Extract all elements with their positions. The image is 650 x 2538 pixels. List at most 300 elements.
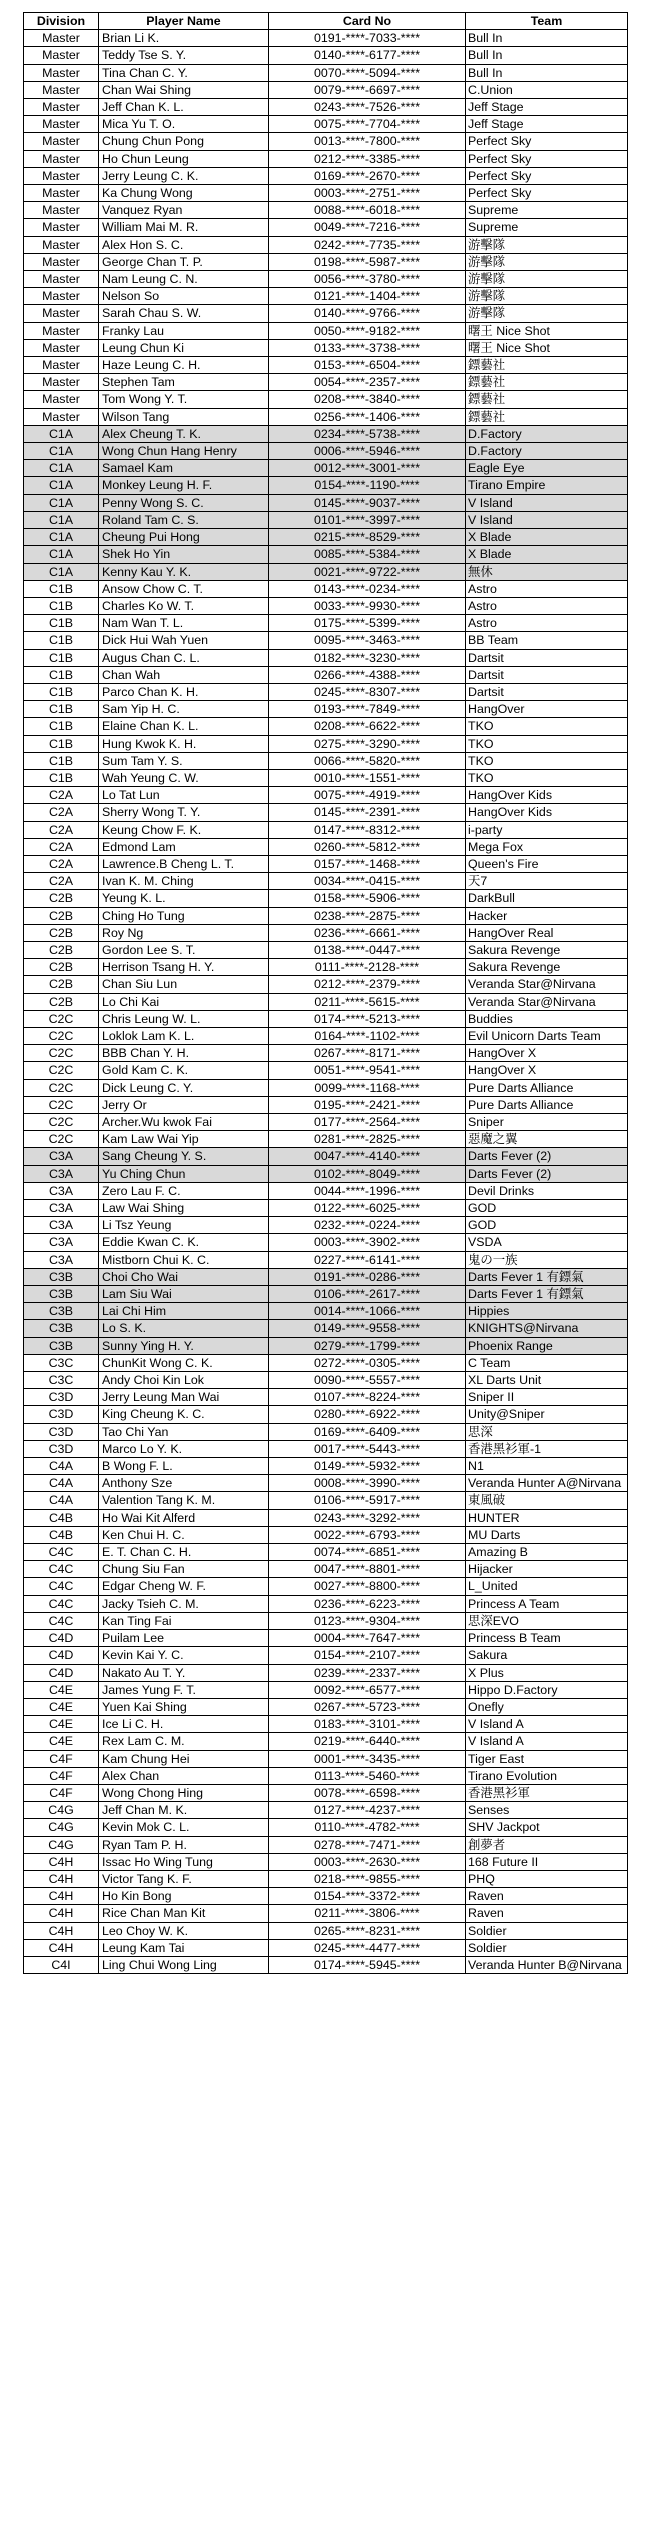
table-row: [24, 769, 628, 786]
card-no-cell: 0138-****-0447-****: [269, 941, 466, 958]
team-cell: 曙王 Nice Shot: [466, 322, 628, 339]
card-no-cell: 0090-****-5557-****: [269, 1372, 466, 1389]
team-cell: 鏢藝社: [466, 374, 628, 391]
card-no-cell: 0027-****-8800-****: [269, 1578, 466, 1595]
division-cell: C2C: [24, 1096, 99, 1113]
card-no-cell: 0047-****-4140-****: [269, 1148, 466, 1165]
team-cell: Bull In: [466, 30, 628, 47]
team-cell: Hijacker: [466, 1561, 628, 1578]
player-name-cell: Wilson Tang: [99, 408, 269, 425]
player-name-cell: Lo Tat Lun: [99, 787, 269, 804]
team-cell: Veranda Star@Nirvana: [466, 976, 628, 993]
table-row: [24, 81, 628, 98]
table-row: [24, 271, 628, 288]
card-no-cell: 0256-****-1406-****: [269, 408, 466, 425]
card-no-cell: 0106-****-5917-****: [269, 1492, 466, 1509]
player-name-cell: Wah Yeung C. W.: [99, 769, 269, 786]
team-cell: Amazing B: [466, 1544, 628, 1561]
division-cell: C3A: [24, 1148, 99, 1165]
player-name-cell: Kam Law Wai Yip: [99, 1131, 269, 1148]
player-name-cell: Edmond Lam: [99, 838, 269, 855]
team-cell: GOD: [466, 1217, 628, 1234]
table-row: [24, 1303, 628, 1320]
player-name-cell: Alex Hon S. C.: [99, 236, 269, 253]
division-cell: C1B: [24, 649, 99, 666]
table-row: [24, 511, 628, 528]
player-name-cell: Leung Chun Ki: [99, 339, 269, 356]
division-cell: Master: [24, 236, 99, 253]
card-no-cell: 0245-****-8307-****: [269, 683, 466, 700]
team-cell: Hacker: [466, 907, 628, 924]
division-cell: C4D: [24, 1630, 99, 1647]
player-name-cell: Augus Chan C. L.: [99, 649, 269, 666]
card-no-cell: 0095-****-3463-****: [269, 632, 466, 649]
card-no-cell: 0044-****-1996-****: [269, 1182, 466, 1199]
player-name-cell: Dick Hui Wah Yuen: [99, 632, 269, 649]
card-no-cell: 0149-****-5932-****: [269, 1458, 466, 1475]
division-cell: C2B: [24, 976, 99, 993]
table-row: [24, 1286, 628, 1303]
player-name-cell: Sum Tam Y. S.: [99, 752, 269, 769]
table-row: [24, 1526, 628, 1543]
player-name-cell: Teddy Tse S. Y.: [99, 47, 269, 64]
team-cell: Tirano Empire: [466, 477, 628, 494]
team-cell: 惡魔之翼: [466, 1131, 628, 1148]
division-cell: C2B: [24, 907, 99, 924]
division-cell: C4A: [24, 1458, 99, 1475]
card-no-cell: 0218-****-9855-****: [269, 1870, 466, 1887]
team-cell: Veranda Hunter A@Nirvana: [466, 1475, 628, 1492]
division-cell: C1A: [24, 477, 99, 494]
card-no-cell: 0215-****-8529-****: [269, 529, 466, 546]
division-cell: C1B: [24, 580, 99, 597]
player-name-cell: Ken Chui H. C.: [99, 1526, 269, 1543]
player-name-cell: Anthony Sze: [99, 1475, 269, 1492]
team-cell: Sakura: [466, 1647, 628, 1664]
division-cell: Master: [24, 357, 99, 374]
table-row: [24, 1251, 628, 1268]
player-name-cell: Choi Cho Wai: [99, 1268, 269, 1285]
team-cell: X Blade: [466, 546, 628, 563]
division-cell: C4G: [24, 1836, 99, 1853]
player-name-cell: Stephen Tam: [99, 374, 269, 391]
card-no-cell: 0208-****-3840-****: [269, 391, 466, 408]
card-no-cell: 0208-****-6622-****: [269, 718, 466, 735]
player-name-cell: Gordon Lee S. T.: [99, 941, 269, 958]
card-no-cell: 0239-****-2337-****: [269, 1664, 466, 1681]
card-no-cell: 0232-****-0224-****: [269, 1217, 466, 1234]
team-cell: SHV Jackpot: [466, 1819, 628, 1836]
division-cell: C3B: [24, 1320, 99, 1337]
card-no-cell: 0111-****-2128-****: [269, 959, 466, 976]
player-name-cell: Alex Chan: [99, 1767, 269, 1784]
team-cell: Unity@Sniper: [466, 1406, 628, 1423]
player-name-cell: Alex Cheung T. K.: [99, 425, 269, 442]
player-name-cell: Issac Ho Wing Tung: [99, 1853, 269, 1870]
card-no-cell: 0110-****-4782-****: [269, 1819, 466, 1836]
card-no-cell: 0033-****-9930-****: [269, 597, 466, 614]
team-cell: Dartsit: [466, 649, 628, 666]
card-no-cell: 0092-****-6577-****: [269, 1681, 466, 1698]
table-row: [24, 1337, 628, 1354]
team-cell: V Island A: [466, 1716, 628, 1733]
player-name-cell: Valention Tang K. M.: [99, 1492, 269, 1509]
team-cell: N1: [466, 1458, 628, 1475]
player-name-cell: Ice Li C. H.: [99, 1716, 269, 1733]
table-row: [24, 1131, 628, 1148]
table-row: [24, 1475, 628, 1492]
player-name-cell: Nelson So: [99, 288, 269, 305]
player-name-cell: Ka Chung Wong: [99, 185, 269, 202]
table-row: [24, 1440, 628, 1457]
division-cell: C2C: [24, 1079, 99, 1096]
player-name-cell: Cheung Pui Hong: [99, 529, 269, 546]
card-no-cell: 0153-****-6504-****: [269, 357, 466, 374]
player-name-cell: Keung Chow F. K.: [99, 821, 269, 838]
player-name-cell: Monkey Leung H. F.: [99, 477, 269, 494]
team-cell: 游擊隊: [466, 236, 628, 253]
player-name-cell: Yuen Kai Shing: [99, 1698, 269, 1715]
team-cell: Queen's Fire: [466, 855, 628, 872]
team-cell: Veranda Star@Nirvana: [466, 993, 628, 1010]
table-row: [24, 1217, 628, 1234]
team-cell: Supreme: [466, 202, 628, 219]
team-cell: HangOver X: [466, 1062, 628, 1079]
team-cell: Dartsit: [466, 666, 628, 683]
team-cell: Supreme: [466, 219, 628, 236]
division-cell: Master: [24, 374, 99, 391]
player-name-cell: Jeff Chan M. K.: [99, 1802, 269, 1819]
card-no-cell: 0003-****-3902-****: [269, 1234, 466, 1251]
table-row: [24, 1664, 628, 1681]
division-cell: C1B: [24, 718, 99, 735]
player-name-cell: BBB Chan Y. H.: [99, 1045, 269, 1062]
division-cell: C4E: [24, 1681, 99, 1698]
player-name-cell: Kevin Mok C. L.: [99, 1819, 269, 1836]
player-name-cell: Leo Choy W. K.: [99, 1922, 269, 1939]
player-name-cell: Hung Kwok K. H.: [99, 735, 269, 752]
division-cell: Master: [24, 47, 99, 64]
division-cell: C4H: [24, 1870, 99, 1887]
table-row: [24, 1750, 628, 1767]
division-cell: C4H: [24, 1905, 99, 1922]
table-row: [24, 1612, 628, 1629]
division-cell: C2C: [24, 1131, 99, 1148]
team-cell: DarkBull: [466, 890, 628, 907]
team-cell: Sakura Revenge: [466, 959, 628, 976]
team-cell: 無休: [466, 563, 628, 580]
table-row: [24, 202, 628, 219]
division-cell: Master: [24, 322, 99, 339]
team-cell: Pure Darts Alliance: [466, 1096, 628, 1113]
table-row: [24, 116, 628, 133]
player-name-cell: Loklok Lam K. L.: [99, 1027, 269, 1044]
division-cell: Master: [24, 150, 99, 167]
team-cell: Hippies: [466, 1303, 628, 1320]
player-name-cell: Sherry Wong T. Y.: [99, 804, 269, 821]
team-cell: Astro: [466, 580, 628, 597]
player-name-cell: Lam Siu Wai: [99, 1286, 269, 1303]
team-cell: Astro: [466, 615, 628, 632]
division-cell: C4H: [24, 1888, 99, 1905]
player-name-cell: Lo Chi Kai: [99, 993, 269, 1010]
table-row: [24, 1182, 628, 1199]
table-row: [24, 580, 628, 597]
card-no-cell: 0275-****-3290-****: [269, 735, 466, 752]
table-row: [24, 1268, 628, 1285]
player-name-cell: Haze Leung C. H.: [99, 357, 269, 374]
division-cell: C4C: [24, 1561, 99, 1578]
player-name-cell: B Wong F. L.: [99, 1458, 269, 1475]
team-cell: L_United: [466, 1578, 628, 1595]
card-no-cell: 0014-****-1066-****: [269, 1303, 466, 1320]
team-cell: Darts Fever (2): [466, 1148, 628, 1165]
table-row: [24, 924, 628, 941]
table-row: [24, 322, 628, 339]
card-no-cell: 0281-****-2825-****: [269, 1131, 466, 1148]
division-cell: C1A: [24, 460, 99, 477]
division-cell: C2C: [24, 1045, 99, 1062]
team-cell: 東風破: [466, 1492, 628, 1509]
player-name-cell: Herrison Tsang H. Y.: [99, 959, 269, 976]
player-name-cell: Tina Chan C. Y.: [99, 64, 269, 81]
division-cell: C1B: [24, 701, 99, 718]
division-cell: Master: [24, 202, 99, 219]
division-cell: C4C: [24, 1612, 99, 1629]
division-cell: C3D: [24, 1389, 99, 1406]
card-no-cell: 0212-****-3385-****: [269, 150, 466, 167]
table-row: [24, 1698, 628, 1715]
team-cell: Phoenix Range: [466, 1337, 628, 1354]
team-cell: Pure Darts Alliance: [466, 1079, 628, 1096]
card-no-cell: 0147-****-8312-****: [269, 821, 466, 838]
team-cell: i-party: [466, 821, 628, 838]
header-row: [24, 13, 628, 30]
team-cell: Darts Fever 1 有鏢氣: [466, 1286, 628, 1303]
card-no-cell: 0051-****-9541-****: [269, 1062, 466, 1079]
player-name-cell: Ansow Chow C. T.: [99, 580, 269, 597]
player-name-cell: Chris Leung W. L.: [99, 1010, 269, 1027]
team-cell: Buddies: [466, 1010, 628, 1027]
division-cell: C2B: [24, 890, 99, 907]
table-row: [24, 408, 628, 425]
division-cell: Master: [24, 391, 99, 408]
table-row: [24, 1647, 628, 1664]
card-no-cell: 0169-****-6409-****: [269, 1423, 466, 1440]
table-row: [24, 1544, 628, 1561]
player-name-cell: Roland Tam C. S.: [99, 511, 269, 528]
table-row: [24, 718, 628, 735]
division-cell: C1A: [24, 563, 99, 580]
player-name-cell: ChunKit Wong C. K.: [99, 1354, 269, 1371]
card-no-cell: 0001-****-3435-****: [269, 1750, 466, 1767]
table-row: [24, 1578, 628, 1595]
card-no-cell: 0154-****-1190-****: [269, 477, 466, 494]
team-cell: Raven: [466, 1888, 628, 1905]
card-no-cell: 0260-****-5812-****: [269, 838, 466, 855]
card-no-cell: 0193-****-7849-****: [269, 701, 466, 718]
team-cell: V Island: [466, 511, 628, 528]
card-no-cell: 0088-****-6018-****: [269, 202, 466, 219]
table-row: [24, 632, 628, 649]
card-no-cell: 0265-****-8231-****: [269, 1922, 466, 1939]
table-row: [24, 1595, 628, 1612]
table-row: [24, 1853, 628, 1870]
player-name-cell: Kam Chung Hei: [99, 1750, 269, 1767]
table-row: [24, 167, 628, 184]
player-name-cell: Lawrence.B Cheng L. T.: [99, 855, 269, 872]
table-row: [24, 1561, 628, 1578]
player-name-cell: Rice Chan Man Kit: [99, 1905, 269, 1922]
card-no-cell: 0177-****-2564-****: [269, 1114, 466, 1131]
card-no-cell: 0169-****-2670-****: [269, 167, 466, 184]
player-name-cell: Ling Chui Wong Ling: [99, 1956, 269, 1973]
card-no-cell: 0106-****-2617-****: [269, 1286, 466, 1303]
table-row: [24, 1802, 628, 1819]
player-name-cell: Penny Wong S. C.: [99, 494, 269, 511]
team-cell: Onefly: [466, 1698, 628, 1715]
table-row: [24, 701, 628, 718]
card-no-header: Card No: [269, 13, 466, 30]
division-cell: C4A: [24, 1492, 99, 1509]
player-name-cell: Sam Yip H. C.: [99, 701, 269, 718]
team-cell: Tirano Evolution: [466, 1767, 628, 1784]
division-cell: C3D: [24, 1423, 99, 1440]
table-row: [24, 941, 628, 958]
division-cell: C1B: [24, 632, 99, 649]
team-cell: BB Team: [466, 632, 628, 649]
team-cell: 天7: [466, 873, 628, 890]
division-cell: C2C: [24, 1027, 99, 1044]
card-no-cell: 0267-****-5723-****: [269, 1698, 466, 1715]
division-cell: Master: [24, 185, 99, 202]
division-cell: C1A: [24, 546, 99, 563]
team-cell: Soldier: [466, 1922, 628, 1939]
player-name-cell: Elaine Chan K. L.: [99, 718, 269, 735]
division-cell: Master: [24, 271, 99, 288]
division-cell: C4E: [24, 1716, 99, 1733]
division-cell: C2A: [24, 804, 99, 821]
division-cell: C3B: [24, 1337, 99, 1354]
team-cell: Evil Unicorn Darts Team: [466, 1027, 628, 1044]
division-cell: Master: [24, 305, 99, 322]
registration-sheet: [23, 12, 627, 1974]
division-cell: C3D: [24, 1440, 99, 1457]
team-cell: 香港黑衫軍: [466, 1784, 628, 1801]
table-row: [24, 683, 628, 700]
team-cell: C.Union: [466, 81, 628, 98]
table-row: [24, 1045, 628, 1062]
card-no-cell: 0227-****-6141-****: [269, 1251, 466, 1268]
division-cell: C3B: [24, 1286, 99, 1303]
player-name-cell: Chung Chun Pong: [99, 133, 269, 150]
card-no-cell: 0113-****-5460-****: [269, 1767, 466, 1784]
table-row: [24, 288, 628, 305]
table-row: [24, 1406, 628, 1423]
table-row: [24, 804, 628, 821]
team-cell: Astro: [466, 597, 628, 614]
division-cell: C2B: [24, 941, 99, 958]
card-no-cell: 0127-****-4237-****: [269, 1802, 466, 1819]
card-no-cell: 0107-****-8224-****: [269, 1389, 466, 1406]
team-cell: Tiger East: [466, 1750, 628, 1767]
team-cell: TKO: [466, 769, 628, 786]
player-name-cell: Chan Wah: [99, 666, 269, 683]
division-cell: C4B: [24, 1526, 99, 1543]
table-row: [24, 133, 628, 150]
player-name-cell: Ho Chun Leung: [99, 150, 269, 167]
table-row: [24, 477, 628, 494]
division-cell: C2B: [24, 993, 99, 1010]
team-cell: Jeff Stage: [466, 116, 628, 133]
player-name-cell: Chan Wai Shing: [99, 81, 269, 98]
card-no-cell: 0236-****-6223-****: [269, 1595, 466, 1612]
player-name-cell: Jerry Leung C. K.: [99, 167, 269, 184]
team-cell: 游擊隊: [466, 305, 628, 322]
card-no-cell: 0140-****-6177-****: [269, 47, 466, 64]
card-no-cell: 0099-****-1168-****: [269, 1079, 466, 1096]
table-row: [24, 959, 628, 976]
player-name-cell: Mica Yu T. O.: [99, 116, 269, 133]
card-no-cell: 0174-****-5945-****: [269, 1956, 466, 1973]
table-row: [24, 30, 628, 47]
team-cell: Bull In: [466, 64, 628, 81]
table-row: [24, 615, 628, 632]
card-no-cell: 0133-****-3738-****: [269, 339, 466, 356]
team-cell: Sakura Revenge: [466, 941, 628, 958]
team-cell: 鏢藝社: [466, 357, 628, 374]
table-row: [24, 494, 628, 511]
division-cell: C4B: [24, 1509, 99, 1526]
division-cell: Master: [24, 81, 99, 98]
card-no-cell: 0049-****-7216-****: [269, 219, 466, 236]
player-name-cell: Rex Lam C. M.: [99, 1733, 269, 1750]
player-name-cell: Law Wai Shing: [99, 1200, 269, 1217]
team-cell: X Blade: [466, 529, 628, 546]
division-cell: C3D: [24, 1406, 99, 1423]
card-no-cell: 0004-****-7647-****: [269, 1630, 466, 1647]
team-cell: Perfect Sky: [466, 185, 628, 202]
division-cell: Master: [24, 116, 99, 133]
card-no-cell: 0242-****-7735-****: [269, 236, 466, 253]
player-name-header: Player Name: [99, 13, 269, 30]
card-no-cell: 0234-****-5738-****: [269, 425, 466, 442]
card-no-cell: 0198-****-5987-****: [269, 253, 466, 270]
card-no-cell: 0143-****-0234-****: [269, 580, 466, 597]
player-name-cell: Shek Ho Yin: [99, 546, 269, 563]
player-name-cell: William Mai M. R.: [99, 219, 269, 236]
player-name-cell: Parco Chan K. H.: [99, 683, 269, 700]
team-cell: Sniper II: [466, 1389, 628, 1406]
division-cell: C2C: [24, 1010, 99, 1027]
team-cell: Darts Fever 1 有鏢氣: [466, 1268, 628, 1285]
team-cell: V Island: [466, 494, 628, 511]
team-cell: 創夢者: [466, 1836, 628, 1853]
team-cell: Soldier: [466, 1939, 628, 1956]
player-name-cell: Chung Siu Fan: [99, 1561, 269, 1578]
card-no-cell: 0022-****-6793-****: [269, 1526, 466, 1543]
card-no-cell: 0003-****-2630-****: [269, 1853, 466, 1870]
table-row: [24, 1354, 628, 1371]
division-cell: C4A: [24, 1475, 99, 1492]
card-no-cell: 0054-****-2357-****: [269, 374, 466, 391]
team-cell: Perfect Sky: [466, 167, 628, 184]
team-cell: X Plus: [466, 1664, 628, 1681]
player-name-cell: Nakato Au T. Y.: [99, 1664, 269, 1681]
player-name-cell: Ivan K. M. Ching: [99, 873, 269, 890]
table-row: [24, 1784, 628, 1801]
table-row: [24, 1372, 628, 1389]
